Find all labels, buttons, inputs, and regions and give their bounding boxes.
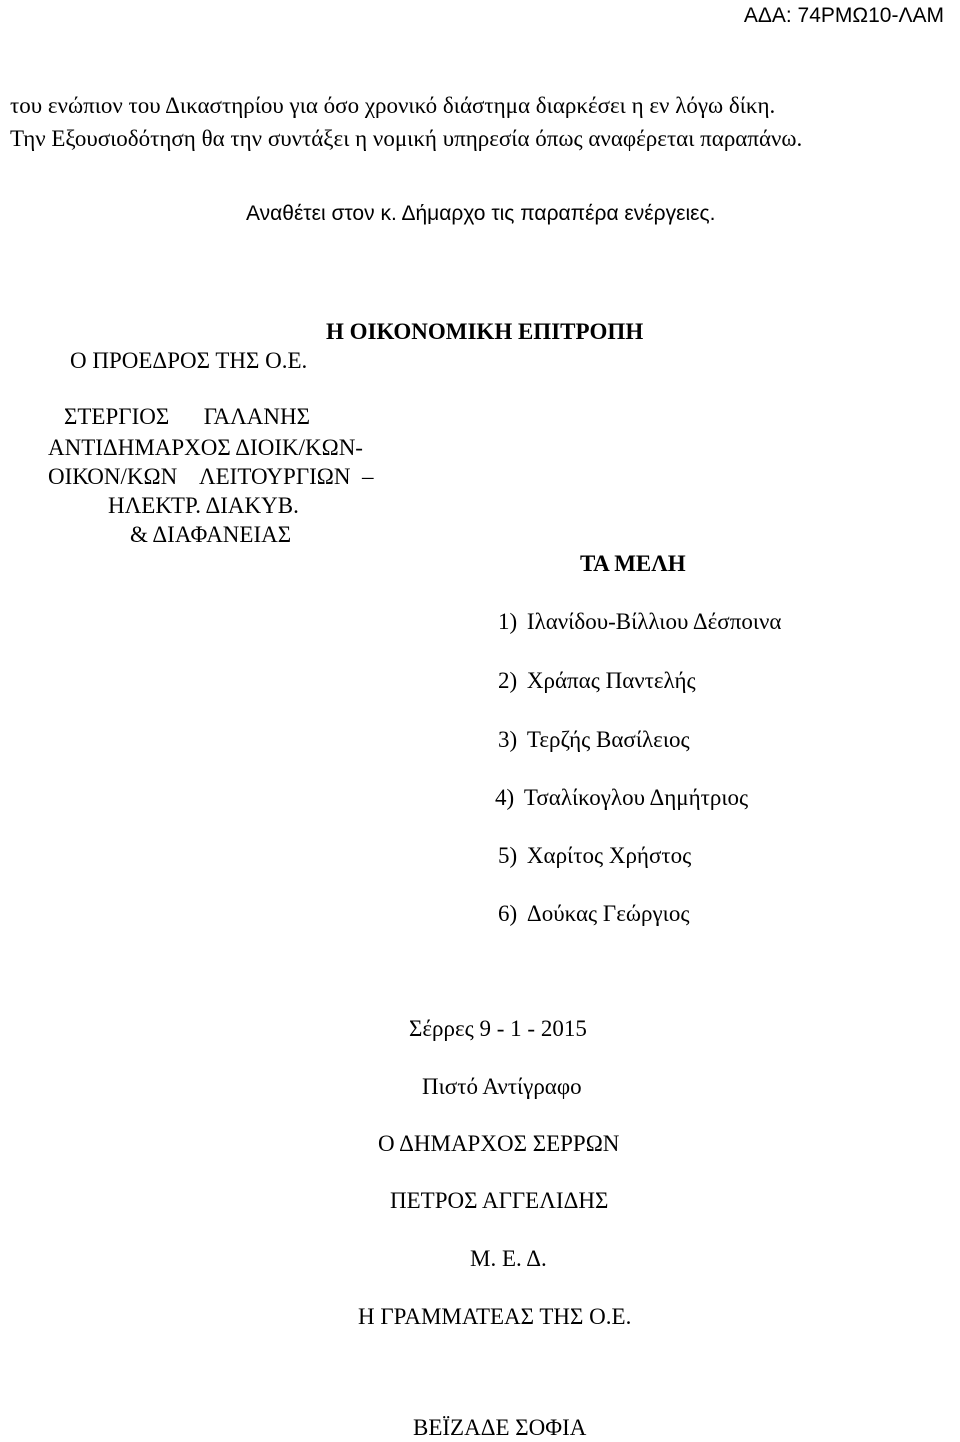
place-date: Σέρρες 9 - 1 - 2015 (409, 1016, 587, 1041)
member-name: Χαρίτος Χρήστος (526, 843, 692, 868)
ada-identifier: ΑΔΑ: 74ΡΜΩ10-ΛΑΜ (743, 4, 944, 27)
member-item (498, 900, 689, 928)
president-name: ΣΤΕΡΓΙΟΣ ΓΑΛΑΝΗΣ (64, 404, 310, 429)
president-role-line-3: ΗΛΕΚΤΡ. ΔΙΑΚΥΒ. (108, 493, 299, 518)
mayor-name: ΠΕΤΡΟΣ ΑΓΓΕΛΙΔΗΣ (390, 1188, 609, 1213)
assignment-sentence: Αναθέτει στον κ. Δήμαρχο τις παραπέρα ενέργειες. (246, 202, 716, 225)
member-number: 3) (498, 727, 518, 752)
member-name: Τερζής Βασίλειος (526, 727, 690, 752)
member-name: Τσαλίκογλου Δημήτριος (523, 785, 749, 810)
secretary-label: Η ΓΡΑΜΜΑΤΕΑΣ ΤΗΣ Ο.Ε. (358, 1304, 632, 1329)
member-name: Δούκας Γεώργιος (526, 901, 690, 926)
member-number: 4) (495, 785, 515, 810)
president-role-line-4: & ΔΙΑΦΑΝΕΙΑΣ (130, 522, 292, 547)
member-name: Ιλανίδου-Βίλλιου Δέσποινα (526, 609, 782, 634)
member-number: 5) (498, 843, 518, 868)
president-role-line-1: ΑΝΤΙΔΗΜΑΡΧΟΣ ΔΙΟΙΚ/ΚΩΝ- (48, 435, 363, 460)
committee-title: Η ΟΙΚΟΝΟΜΙΚΗ ΕΠΙΤΡΟΠΗ (326, 319, 644, 344)
intro-line-1: του ενώπιον του Δικαστηρίου για όσο χρονικό διάστημα διαρκέσει η εν λόγω δίκη. (10, 93, 776, 118)
members-title: ΤΑ ΜΕΛΗ (580, 551, 686, 576)
member-item (498, 608, 781, 636)
intro-line-2: Την Εξουσιοδότηση θα την συντάξει η νομική υπηρεσία όπως αναφέρεται παραπάνω. (10, 126, 803, 151)
member-item (498, 667, 696, 695)
member-number: 1) (498, 609, 518, 634)
member-item (495, 784, 748, 812)
true-copy-label: Πιστό Αντίγραφο (422, 1074, 582, 1099)
member-name: Χράπας Παντελής (526, 668, 696, 693)
president-label: Ο ΠΡΟΕΔΡΟΣ ΤΗΣ Ο.Ε. (70, 348, 308, 373)
member-item (498, 726, 690, 754)
secretary-name: ΒΕΪΖΑΔΕ ΣΟΦΙΑ (413, 1415, 587, 1440)
president-role-line-2: ΟΙΚΟΝ/ΚΩΝ ΛΕΙΤΟΥΡΓΙΩΝ – (48, 464, 374, 489)
mayor-label: Ο ΔΗΜΑΡΧΟΣ ΣΕΡΡΩΝ (378, 1131, 620, 1156)
member-item (498, 842, 691, 870)
member-number: 2) (498, 668, 518, 693)
member-number: 6) (498, 901, 518, 926)
med-label: Μ. Ε. Δ. (470, 1246, 547, 1271)
